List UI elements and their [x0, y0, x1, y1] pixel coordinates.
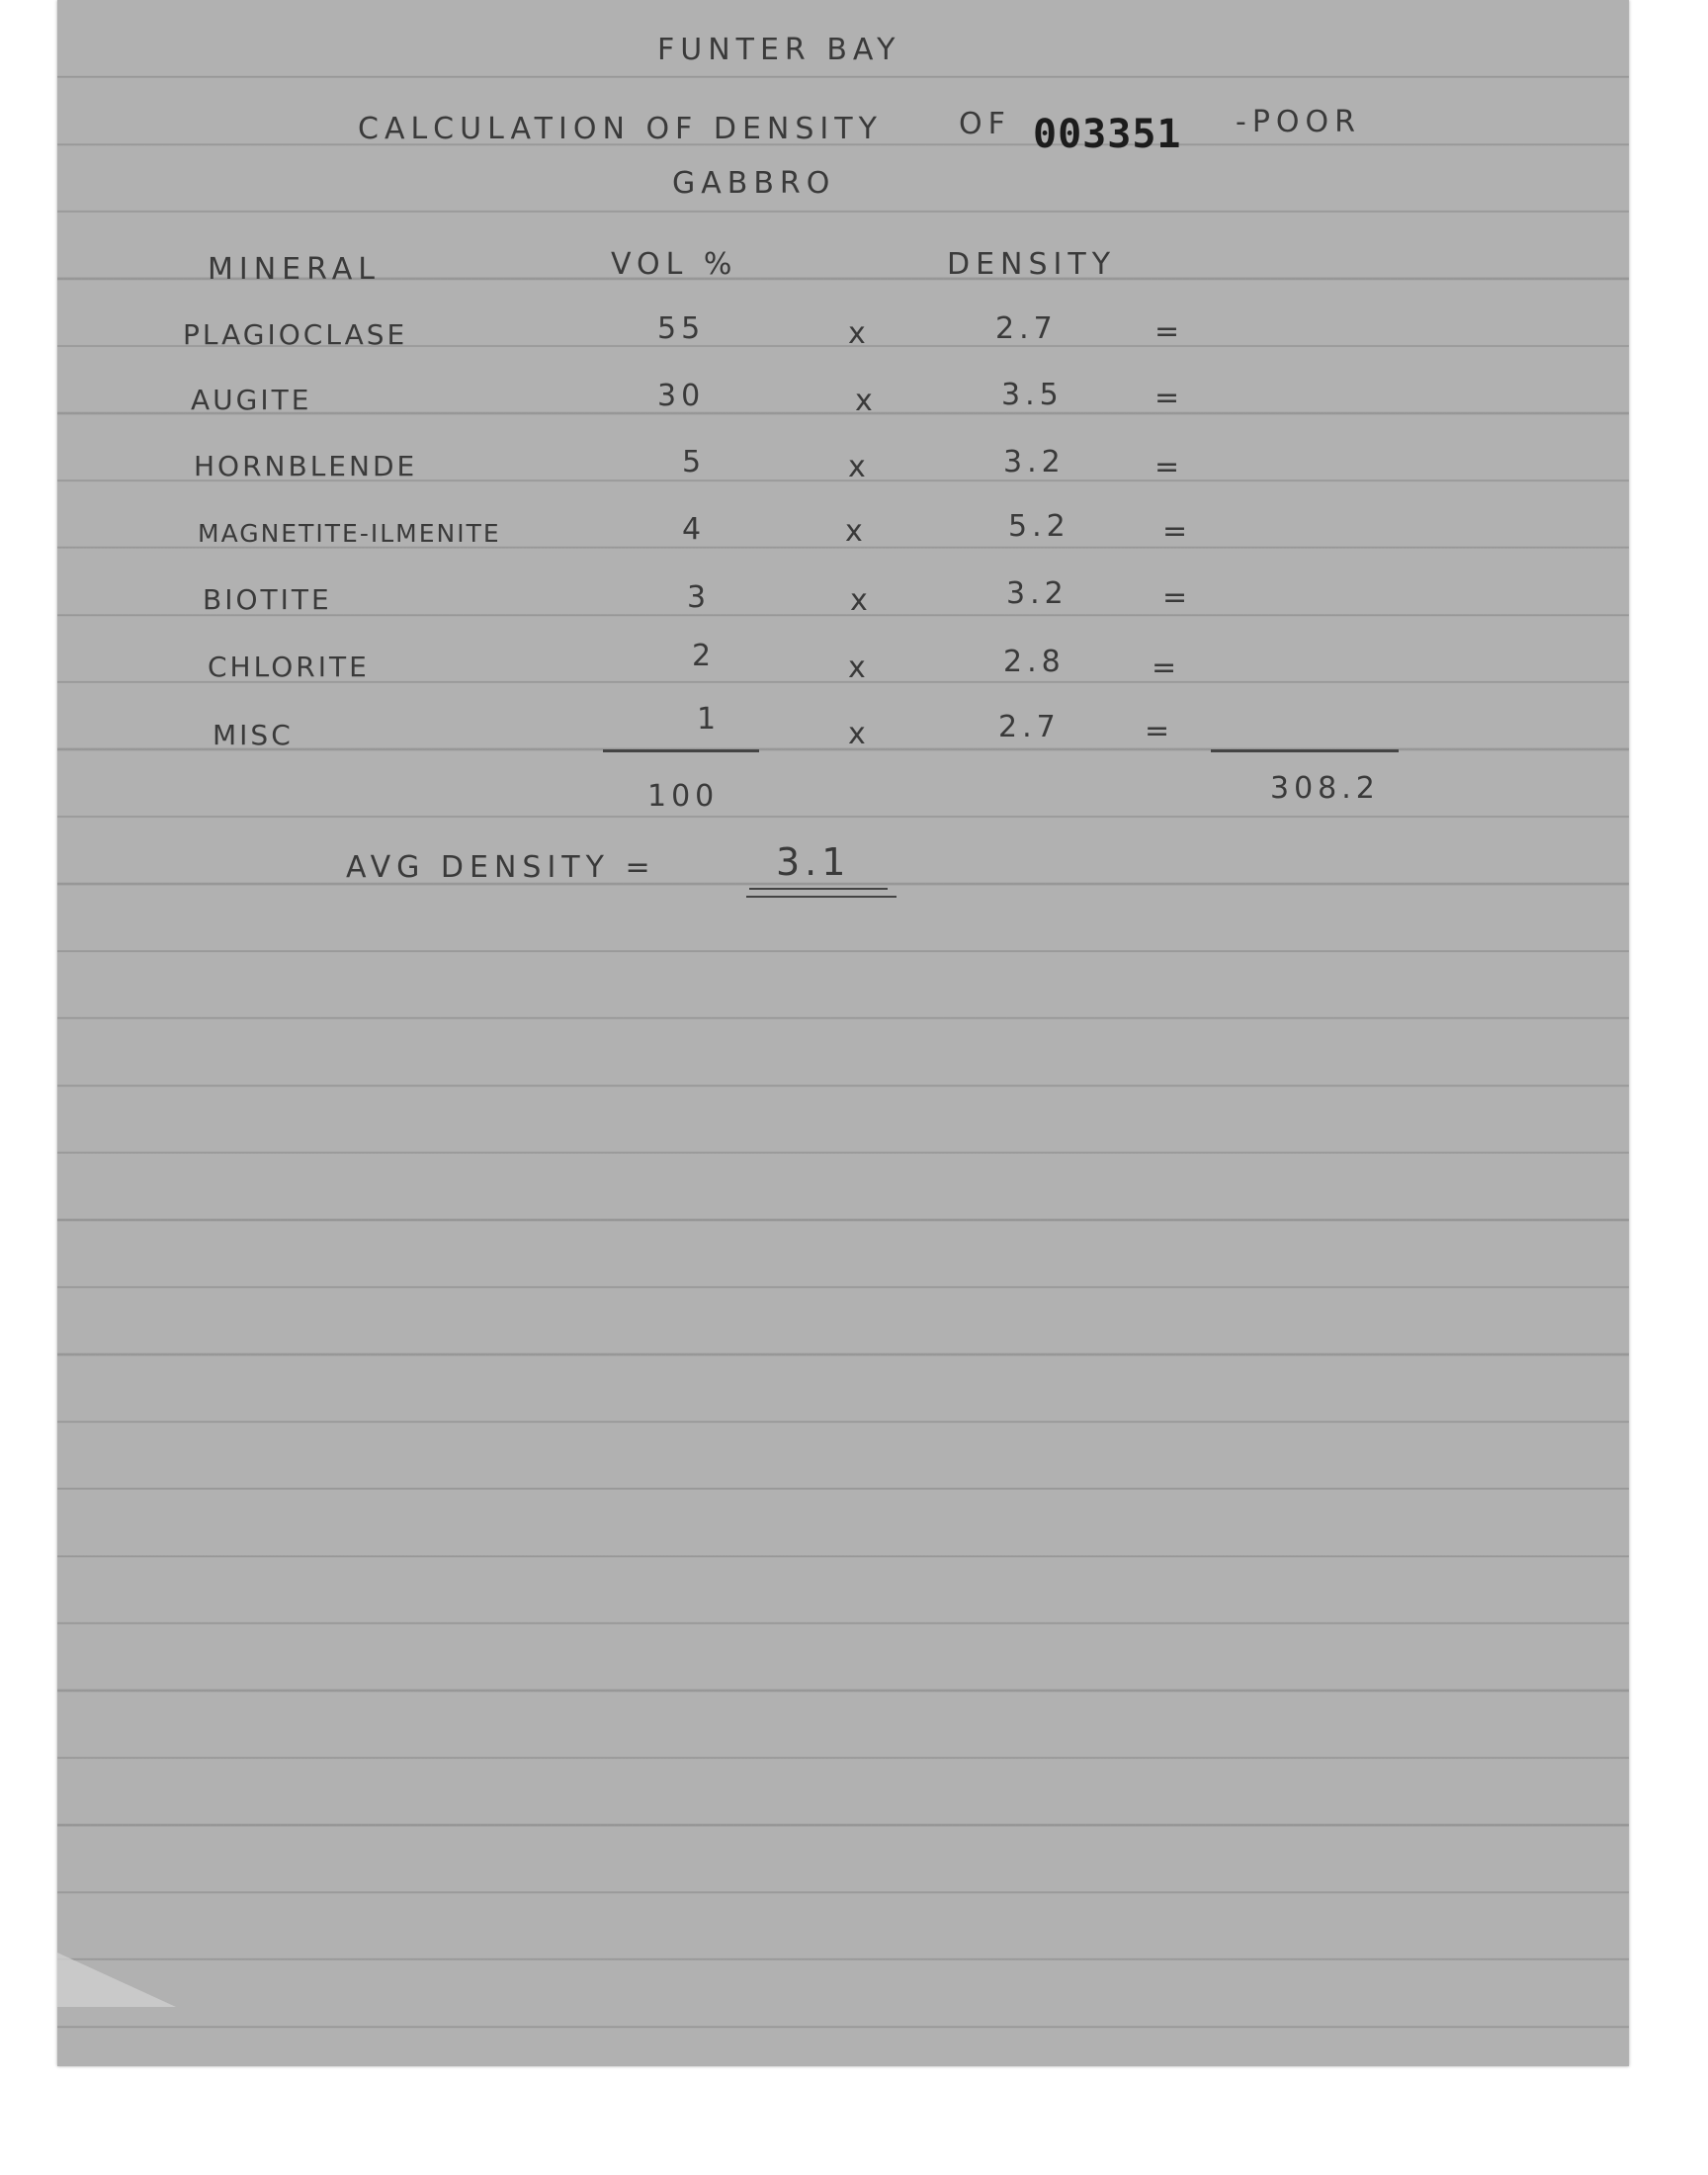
multiply-sign: x [855, 384, 873, 418]
subtitle-part3: -POOR [1236, 105, 1361, 139]
equals-sign: = [1162, 580, 1188, 615]
notebook-page [57, 0, 1629, 2066]
vol-value: 55 [657, 311, 706, 346]
vol-sum-rule [603, 749, 759, 752]
column-header-vol: VOL % [611, 247, 738, 282]
vol-value: 5 [682, 445, 707, 479]
mineral-name: MAGNETITE-ILMENITE [198, 519, 501, 548]
multiply-sign: x [848, 651, 866, 685]
subtitle-line2: GABBRO [672, 166, 836, 201]
subtitle-part2: OF [959, 107, 1011, 141]
equals-sign: = [1162, 514, 1188, 549]
avg-underline-1 [749, 888, 888, 890]
equals-sign: = [1145, 714, 1170, 748]
equals-sign: = [1154, 450, 1180, 484]
avg-density-value: 3.1 [776, 840, 851, 884]
equals-sign: = [1154, 381, 1180, 415]
mineral-name: PLAGIOCLASE [183, 318, 408, 351]
equals-sign: = [1154, 314, 1180, 349]
column-header-density: DENSITY [947, 247, 1117, 282]
vol-value: 1 [697, 702, 722, 737]
mineral-name: HORNBLENDE [194, 450, 418, 482]
equals-sign: = [1152, 651, 1177, 685]
scan-margin [0, 2081, 1708, 2175]
mineral-name: AUGITE [191, 384, 312, 416]
multiply-sign: x [848, 717, 866, 751]
total-vol: 100 [647, 779, 720, 814]
density-value: 2.7 [998, 710, 1061, 744]
product-sum-rule [1211, 749, 1399, 752]
density-value: 2.8 [1003, 645, 1066, 679]
page-title: FUNTER BAY [657, 33, 901, 67]
vol-value: 3 [687, 580, 712, 615]
density-value: 5.2 [1008, 509, 1070, 544]
multiply-sign: x [850, 583, 868, 618]
density-value: 3.5 [1001, 378, 1064, 412]
multiply-sign: x [848, 450, 866, 484]
total-product: 308.2 [1270, 771, 1380, 806]
density-value: 2.7 [995, 311, 1058, 346]
vol-value: 2 [692, 639, 717, 673]
column-header-mineral: MINERAL [208, 252, 381, 287]
mineral-name: MISC [213, 719, 294, 751]
folded-corner [57, 1953, 176, 2007]
vol-value: 4 [682, 512, 707, 547]
avg-underline-2 [746, 896, 897, 898]
mineral-name: CHLORITE [208, 651, 370, 683]
density-value: 3.2 [1003, 445, 1066, 479]
multiply-sign: x [848, 316, 866, 351]
document-number-stamp: 003351 [1033, 112, 1182, 157]
vol-value: 30 [657, 379, 706, 413]
density-value: 3.2 [1006, 576, 1068, 611]
mineral-name: BIOTITE [203, 583, 332, 616]
avg-density-label: AVG DENSITY = [346, 850, 656, 885]
subtitle-part1: CALCULATION OF DENSITY [358, 112, 883, 146]
multiply-sign: x [845, 514, 863, 549]
